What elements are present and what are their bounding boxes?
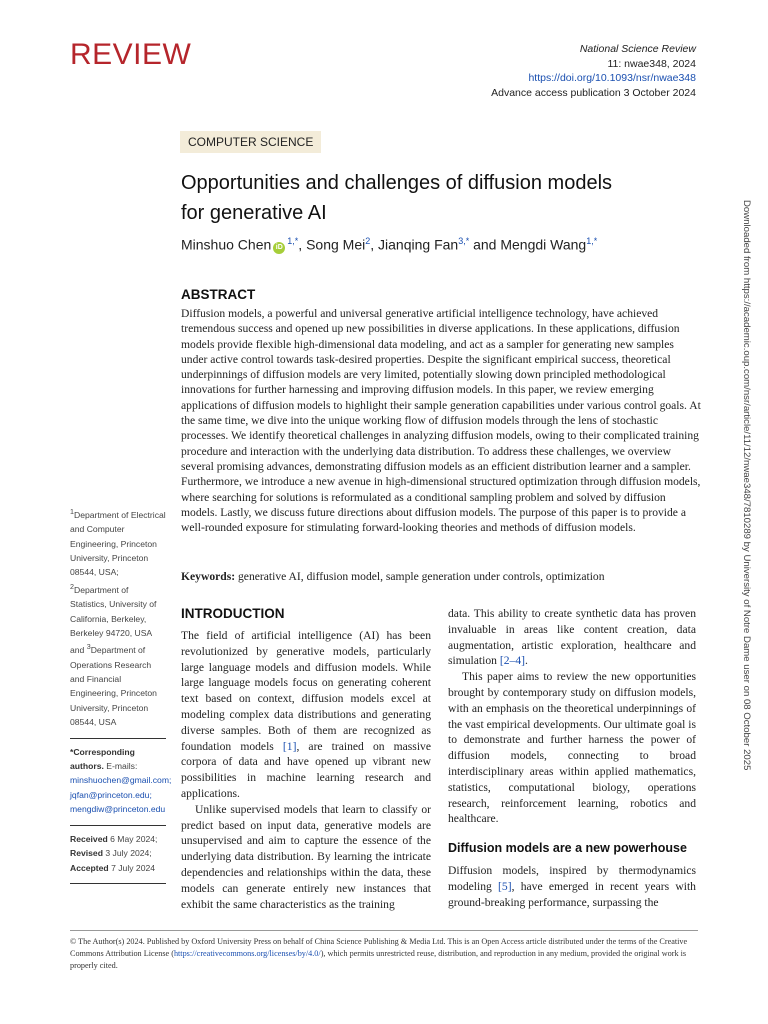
keywords-text: generative AI, diffusion model, sample generation under controls, optimization [235,570,605,583]
paragraph: Unlike supervised models that learn to classify or predict based on input data, generative models are unsupervised and aim to capture the essence of the underlying data distribution. By learning the intricate dependencies and relationships within the data, these models can generate entirely new instances that exhibit the same characteristics as the training [181,802,431,911]
divider [70,825,166,826]
title-line-1: Opportunities and challenges of diffusion models [181,172,613,194]
author-name[interactable]: and Mengdi Wang [469,236,587,253]
license-link[interactable]: https://creativecommons.org/licenses/by/4.0/ [173,949,321,958]
intro-column-right [448,606,696,827]
author-affiliation-sup[interactable]: 2 [365,236,371,246]
subsection-column [448,863,696,910]
footer-text: © The Author(s) 2024. Published by Oxford University Press on behalf of China Science Publishing & Media Ltd. This is an Open Access article distributed under the terms of the Creative Commons Attribution License ( [70,937,688,958]
text: , have emerged in recent years with ground-breaking performance, surpassing the [448,879,696,909]
keywords-label: Keywords: [181,570,236,583]
article-title [181,168,651,228]
orcid-icon[interactable]: iD [273,242,285,254]
author-name[interactable]: , Jianqing Fan [370,236,459,253]
email-link[interactable]: mengdiw@princeton.edu [70,804,166,815]
intro-column-left [181,628,431,912]
text: . [524,654,528,668]
emails-label: E-mails: [103,761,138,772]
section-label: REVIEW [70,38,192,71]
affil-num: 3 [86,643,91,652]
paragraph [181,628,431,802]
intro-heading: INTRODUCTION [181,606,285,621]
history-dates [70,832,166,875]
subsection-heading: Diffusion models are a new powerhouse [448,841,687,855]
divider [70,883,166,884]
text: The field of artificial intelligence (AI) has been revolutionized by generative models, particularly large language models and diffusion models. While large language models focus on generating coherent text based on context, diffusion models excel at modeling complex data distributions and generating diverse samples. Both of them are recognized as foundation models [181,629,431,753]
keywords [181,570,701,583]
divider [70,738,166,739]
affiliations [70,505,166,730]
email-link[interactable]: minshuochen@gmail.com; [70,775,172,786]
email-link[interactable]: jqfan@princeton.edu; [70,789,152,800]
corr-label: *Corresponding authors. [70,746,135,772]
affiliation: Department of Statistics, University of California, Berkeley, Berkeley 94720, USA and [70,584,157,656]
author-name[interactable]: , Song Mei [298,236,366,253]
journal-name: National Science Review [579,43,696,55]
affiliation: Department of Operations Research and Financial Engineering, Princeton University, Princeton 08544, USA [70,645,157,728]
paragraph [448,863,696,910]
journal-volume: 11: nwae348, 2024 [607,57,696,70]
category-badge: COMPUTER SCIENCE [180,131,321,153]
text: data. This ability to create synthetic data has proven invaluable in areas like content creation, data augmentation, artistic exploration, healthcare and simulation [448,607,696,668]
revised-label: Revised [70,848,103,859]
revised-date: 3 July 2024; [102,848,152,859]
citation-link[interactable]: [2–4] [499,654,525,668]
author-name[interactable]: Minshuo Chen [181,236,272,253]
author-list [181,236,597,254]
received-label: Received [70,833,108,844]
title-line-2: for generative AI [181,202,327,224]
copyright-footer [70,936,698,972]
abstract-heading: ABSTRACT [181,287,256,302]
received-date: 6 May 2024; [107,833,158,844]
affil-num: 2 [70,582,74,591]
corresponding-authors [70,745,172,817]
journal-info [491,42,696,100]
text: Diffusion models, inspired by thermodynamics modeling [448,864,696,893]
paragraph [448,606,696,669]
affil-num: 1 [70,508,74,516]
citation-link[interactable]: [1] [282,739,297,753]
access-date: Advance access publication 3 October 2024 [491,86,696,99]
footer-divider [70,930,698,931]
accepted-date: 7 July 2024 [108,862,156,873]
text: , are trained on massive corpora of data and have opened up vibrant new possibilities in machine learning research and applications. [181,739,431,800]
paragraph: This paper aims to review the new opportunities brought by contemporary study on diffusion models, with an emphasis on the theoretical underpinnings of the vast empirical developments. Our ultimate goal is to demonstrate and further harness the power of diffusion models, connecting to broad interdisciplinary areas within applied mathematics, statistics, computational biology, operations research, reinforcement learning, robotics and healthcare. [448,670,696,826]
affiliations-sidebar [70,505,172,890]
footer-text: ), which permits unrestricted reuse, distribution, and reproduction in any medium, provided the original work is properly cited. [70,949,687,970]
download-watermark: Downloaded from https://academic.oup.com/nsr/article/11/12/nwae348/7810289 by University of Notre Dame user on 08 October 2025 [741,200,752,771]
abstract-text: Diffusion models, a powerful and universal generative artificial intelligence technology, have achieved tremendous success and opened up new possibilities in diverse applications. In these applications, diffusion models provide flexible high-dimensional data modeling, and act as a sampler for generating new samples under active control towards task-desired properties. Despite the significant empirical success, theoretical underpinnings of diffusion models are very limited, potentially slowing down principled methodological innovations for further harnessing and improving diffusion models. In this paper, we review emerging applications of diffusion models to highlight their sample generation capabilities under various control goals. At the same time, we dive into the unique working flow of diffusion models through the lens of stochastic processes. We identify theoretical challenges in analyzing diffusion models, owing to their complicated training procedure and interaction with the underlying data distribution. To address these challenges, we overview several promising advances, demonstrating diffusion models as an efficient distribution learner and a sampler. Furthermore, we introduce a new avenue in high-dimensional structured optimization through diffusion models, where searching for solutions is reformulated as a conditional sampling problem and solved by diffusion models. Lastly, we discuss future directions about diffusion models. The purpose of this paper is to provide a well-rounded exposure for stimulating forward-looking theories and methods of diffusion models. [181,307,701,535]
accepted-label: Accepted [70,862,109,873]
author-affiliation-sup[interactable]: 3,* [458,236,470,246]
doi-link[interactable]: https://doi.org/10.1093/nsr/nwae348 [528,72,696,84]
author-affiliation-sup[interactable]: 1,* [287,236,299,246]
author-affiliation-sup[interactable]: 1,* [586,236,598,246]
affiliation: Department of Electrical and Computer Engineering, Princeton University, Princeton 08544, USA; [70,509,166,578]
citation-link[interactable]: [5] [498,879,512,893]
